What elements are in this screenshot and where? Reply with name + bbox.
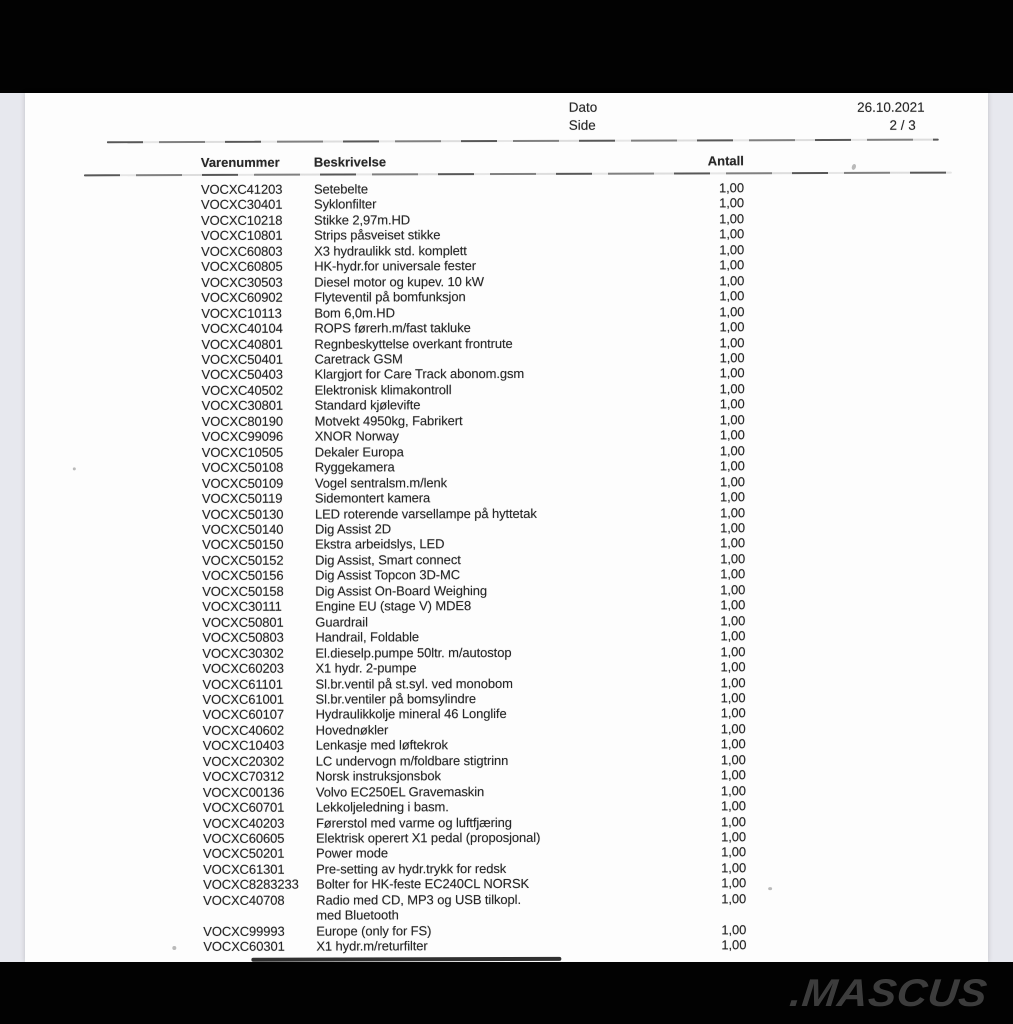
varenummer-cell: VOCXC10403: [202, 738, 285, 754]
varenummer-cell: VOCXC50201: [203, 846, 285, 862]
varenummer-cell: VOCXC10505: [201, 444, 284, 460]
antall-cell: 1,00: [720, 551, 746, 567]
antall-cell: 1,00: [719, 303, 745, 319]
dato-value: 26.10.2021: [857, 99, 925, 115]
varenummer-cell: VOCXC60902: [201, 289, 283, 306]
scan-speck: [73, 467, 76, 470]
beskrivelse-cell: HK-hydr.for universale fester: [314, 258, 477, 274]
beskrivelse-cell: Volvo EC250EL Gravemaskin: [315, 783, 485, 800]
antall-cell: 1,00: [719, 319, 745, 335]
mascus-logo: .MASCUS: [787, 970, 990, 1015]
varenummer-cell: VOCXC50140: [201, 521, 284, 537]
table-row: [26, 937, 988, 955]
antall-cell: 1,00: [720, 782, 746, 798]
beskrivelse-cell: Klargjort for Care Track abonom.gsm: [314, 366, 525, 383]
antall-cell: 1,00: [719, 381, 745, 397]
beskrivelse-cell: Europe (only for FS): [316, 922, 432, 939]
beskrivelse-cell: Lenkasje med løftekrok: [315, 737, 448, 753]
varenummer-cell: VOCXC10801: [201, 228, 283, 244]
antall-cell: 1,00: [720, 659, 746, 675]
scan-speck: [768, 887, 772, 890]
beskrivelse-cell: Sl.br.ventiler på bomsylindre: [315, 691, 476, 707]
table-rows: [25, 179, 988, 955]
beskrivelse-cell: Regnbeskyttelse overkant frontrute: [314, 335, 513, 352]
varenummer-cell: VOCXC60301: [203, 938, 285, 955]
antall-cell: 1,00: [719, 211, 745, 227]
varenummer-cell: VOCXC60605: [202, 830, 285, 846]
top-letterbox-bar: [0, 0, 1013, 93]
beskrivelse-cell: Ekstra arbeidslys, LED: [315, 536, 445, 553]
antall-cell: 1,00: [719, 334, 745, 350]
beskrivelse-cell: Caretrack GSM: [314, 351, 403, 367]
antall-cell: 1,00: [719, 412, 745, 428]
varenummer-cell: VOCXC50156: [202, 568, 284, 584]
header-divider-line: [84, 172, 952, 177]
antall-cell: 1,00: [719, 257, 745, 273]
varenummer-cell: VOCXC61301: [203, 861, 285, 877]
beskrivelse-cell: Power mode: [315, 845, 389, 862]
antall-cell: 1,00: [720, 566, 746, 582]
antall-cell: 1,00: [720, 535, 746, 551]
antall-cell: 1,00: [720, 813, 746, 829]
antall-cell: 1,00: [720, 798, 746, 814]
bottom-letterbox-bar: [0, 962, 1013, 1024]
beskrivelse-cell: LED roterende varsellampe på hyttetak: [314, 505, 537, 522]
document-background-band: [0, 93, 1013, 962]
varenummer-cell: VOCXC50109: [201, 475, 284, 491]
side-label: Side: [568, 117, 596, 133]
beskrivelse-cell: X1 hydr. 2-pumpe: [315, 660, 417, 676]
beskrivelse-cell: Radio med CD, MP3 og USB tilkopl. med Bluetooth: [316, 891, 521, 923]
beskrivelse-cell: El.dieselp.pumpe 50ltr. m/autostop: [315, 644, 512, 661]
varenummer-cell: VOCXC50150: [202, 537, 284, 553]
antall-cell: 1,00: [719, 427, 745, 443]
varenummer-cell: VOCXC70312: [202, 768, 285, 785]
antall-cell: 1,00: [720, 612, 746, 629]
antall-cell: 1,00: [719, 473, 745, 489]
antall-cell: 1,00: [719, 288, 745, 304]
varenummer-cell: VOCXC50152: [202, 552, 284, 568]
antall-cell: 1,00: [720, 674, 746, 690]
meta-divider-line: [107, 139, 939, 144]
beskrivelse-cell: Sidemontert kamera: [314, 490, 431, 506]
varenummer-cell: VOCXC10218: [201, 212, 283, 228]
antall-cell: 1,00: [719, 458, 745, 474]
varenummer-cell: VOCXC50119: [201, 490, 283, 507]
dato-label: Dato: [568, 99, 598, 115]
beskrivelse-cell: ROPS førerh.m/fast takluke: [314, 320, 471, 336]
antall-cell: 1,00: [719, 180, 744, 196]
beskrivelse-cell: Syklonfilter: [313, 196, 377, 213]
scan-speck: [851, 163, 857, 170]
antall-cell: 1,00: [720, 721, 746, 737]
varenummer-cell: VOCXC20302: [202, 753, 285, 769]
antall-cell: 1,00: [719, 442, 745, 459]
beskrivelse-cell: Diesel motor og kupev. 10 kW: [314, 273, 484, 290]
varenummer-cell: VOCXC8283233: [203, 877, 299, 893]
varenummer-cell: VOCXC61101: [202, 676, 283, 692]
varenummer-cell: VOCXC60203: [202, 660, 284, 677]
varenummer-cell: VOCXC50403: [201, 367, 283, 383]
varenummer-cell: VOCXC99096: [201, 428, 284, 445]
varenummer-cell: VOCXC60805: [201, 258, 283, 275]
antall-cell: 1,00: [720, 767, 746, 783]
antall-cell: 1,00: [720, 643, 746, 659]
beskrivelse-cell: Sl.br.ventil på st.syl. ved monobom: [315, 675, 513, 692]
antall-cell: 1,00: [720, 628, 746, 644]
beskrivelse-cell: Dekaler Europa: [314, 444, 404, 460]
beskrivelse-cell: Dig Assist Topcon 3D-MC: [315, 567, 461, 583]
scan-speck: [172, 946, 176, 950]
antall-cell: 1,00: [720, 705, 746, 721]
varenummer-cell: VOCXC30111: [202, 598, 282, 615]
antall-cell: 1,00: [720, 690, 746, 706]
antall-cell: 1,00: [720, 597, 746, 613]
antall-cell: 1,00: [721, 860, 747, 876]
varenummer-cell: VOCXC40104: [201, 320, 283, 337]
beskrivelse-cell: Elektrisk operert X1 pedal (proposjonal): [315, 829, 541, 846]
beskrivelse-cell: Guardrail: [315, 614, 368, 630]
antall-cell: 1,00: [720, 504, 745, 520]
scanned-document-page: [25, 93, 988, 962]
beskrivelse-cell: LC undervogn m/foldbare stigtrinn: [315, 752, 509, 769]
table-header-row: [25, 152, 987, 170]
beskrivelse-cell: Førerstol med varme og luftfjæring: [315, 814, 512, 831]
antall-cell: 1,00: [721, 937, 747, 953]
antall-cell: 1,00: [719, 350, 745, 366]
antall-cell: 1,00: [721, 875, 747, 891]
varenummer-cell: VOCXC40502: [201, 382, 283, 398]
beskrivelse-cell: Vogel sentralsm.m/lenk: [314, 474, 448, 491]
varenummer-cell: VOCXC40801: [201, 336, 283, 352]
antall-cell: 1,00: [719, 489, 745, 505]
varenummer-cell: VOCXC30302: [202, 645, 284, 661]
beskrivelse-cell: Dig Assist, Smart connect: [315, 552, 461, 568]
varenummer-cell: VOCXC30801: [201, 398, 284, 414]
varenummer-cell: VOCXC50401: [201, 351, 283, 367]
antall-cell: 1,00: [720, 752, 746, 768]
beskrivelse-cell: Pre-setting av hydr.trykk for redsk: [316, 860, 507, 877]
varenummer-cell: VOCXC40203: [202, 815, 285, 831]
beskrivelse-cell: Elektronisk klimakontroll: [314, 382, 452, 398]
beskrivelse-cell: Hovednøkler: [315, 722, 389, 738]
beskrivelse-cell: Lekkoljeledning i basm.: [315, 799, 449, 815]
beskrivelse-cell: Engine EU (stage V) MDE8: [315, 598, 472, 614]
antall-cell: 1,00: [720, 736, 746, 752]
beskrivelse-cell: Bolter for HK-feste EC240CL NORSK: [316, 876, 530, 892]
beskrivelse-cell: Hydraulikkolje mineral 46 Longlife: [315, 706, 507, 723]
varenummer-cell: VOCXC60107: [202, 707, 285, 723]
table-row: [26, 890, 988, 924]
varenummer-cell: VOCXC50803: [202, 629, 284, 646]
varenummer-cell: VOCXC10113: [201, 305, 282, 321]
beskrivelse-cell: Standard kjølevifte: [314, 397, 421, 413]
varenummer-cell: VOCXC41203: [200, 181, 283, 197]
antall-cell: 1,00: [720, 582, 746, 598]
varenummer-cell: VOCXC00136: [202, 784, 285, 800]
varenummer-cell: VOCXC50801: [202, 614, 284, 630]
column-header-varenummer: Varenummer: [200, 154, 280, 170]
varenummer-cell: VOCXC60701: [202, 799, 285, 816]
beskrivelse-cell: Setebelte: [313, 181, 369, 197]
varenummer-cell: VOCXC99993: [203, 923, 285, 939]
beskrivelse-cell: X3 hydraulikk std. komplett: [314, 242, 467, 259]
side-value: 2 / 3: [889, 117, 916, 133]
varenummer-cell: VOCXC60803: [201, 243, 283, 259]
column-header-antall: Antall: [707, 153, 744, 169]
beskrivelse-cell: XNOR Norway: [314, 428, 399, 444]
varenummer-cell: VOCXC50158: [202, 583, 284, 599]
antall-cell: 1,00: [721, 891, 747, 907]
beskrivelse-cell: Strips påsveiset stikke: [314, 227, 441, 243]
varenummer-cell: VOCXC80190: [201, 413, 284, 429]
antall-cell: 1,00: [719, 226, 745, 242]
beskrivelse-cell: Ryggekamera: [314, 459, 395, 475]
varenummer-cell: VOCXC50130: [201, 506, 284, 522]
beskrivelse-cell: Flyteventil på bomfunksjon: [314, 289, 466, 305]
varenummer-cell: VOCXC61001: [202, 691, 284, 707]
beskrivelse-cell: Norsk instruksjonsbok: [315, 768, 441, 784]
varenummer-cell: VOCXC50108: [201, 459, 284, 476]
beskrivelse-cell: Stikke 2,97m.HD: [314, 212, 411, 228]
antall-cell: 1,00: [719, 365, 745, 381]
varenummer-cell: VOCXC40602: [202, 722, 285, 738]
antall-cell: 1,00: [721, 844, 747, 860]
varenummer-cell: VOCXC30401: [200, 197, 283, 213]
antall-cell: 1,00: [720, 520, 746, 536]
antall-cell: 1,00: [721, 921, 747, 938]
antall-cell: 1,00: [719, 195, 745, 211]
antall-cell: 1,00: [719, 242, 745, 258]
beskrivelse-cell: Motvekt 4950kg, Fabrikert: [314, 412, 463, 429]
beskrivelse-cell: X1 hydr.m/returfilter: [316, 938, 428, 954]
column-header-beskrivelse: Beskrivelse: [313, 154, 387, 170]
beskrivelse-cell: Handrail, Foldable: [315, 629, 420, 645]
varenummer-cell: VOCXC40708: [203, 892, 285, 908]
beskrivelse-cell: Dig Assist 2D: [314, 521, 392, 537]
varenummer-cell: VOCXC30503: [201, 274, 283, 290]
document-content: [25, 93, 988, 962]
antall-cell: 1,00: [721, 829, 746, 845]
antall-cell: 1,00: [719, 272, 745, 289]
beskrivelse-cell: Bom 6,0m.HD: [314, 304, 395, 321]
beskrivelse-cell: Dig Assist On-Board Weighing: [315, 582, 488, 599]
antall-cell: 1,00: [719, 396, 745, 412]
